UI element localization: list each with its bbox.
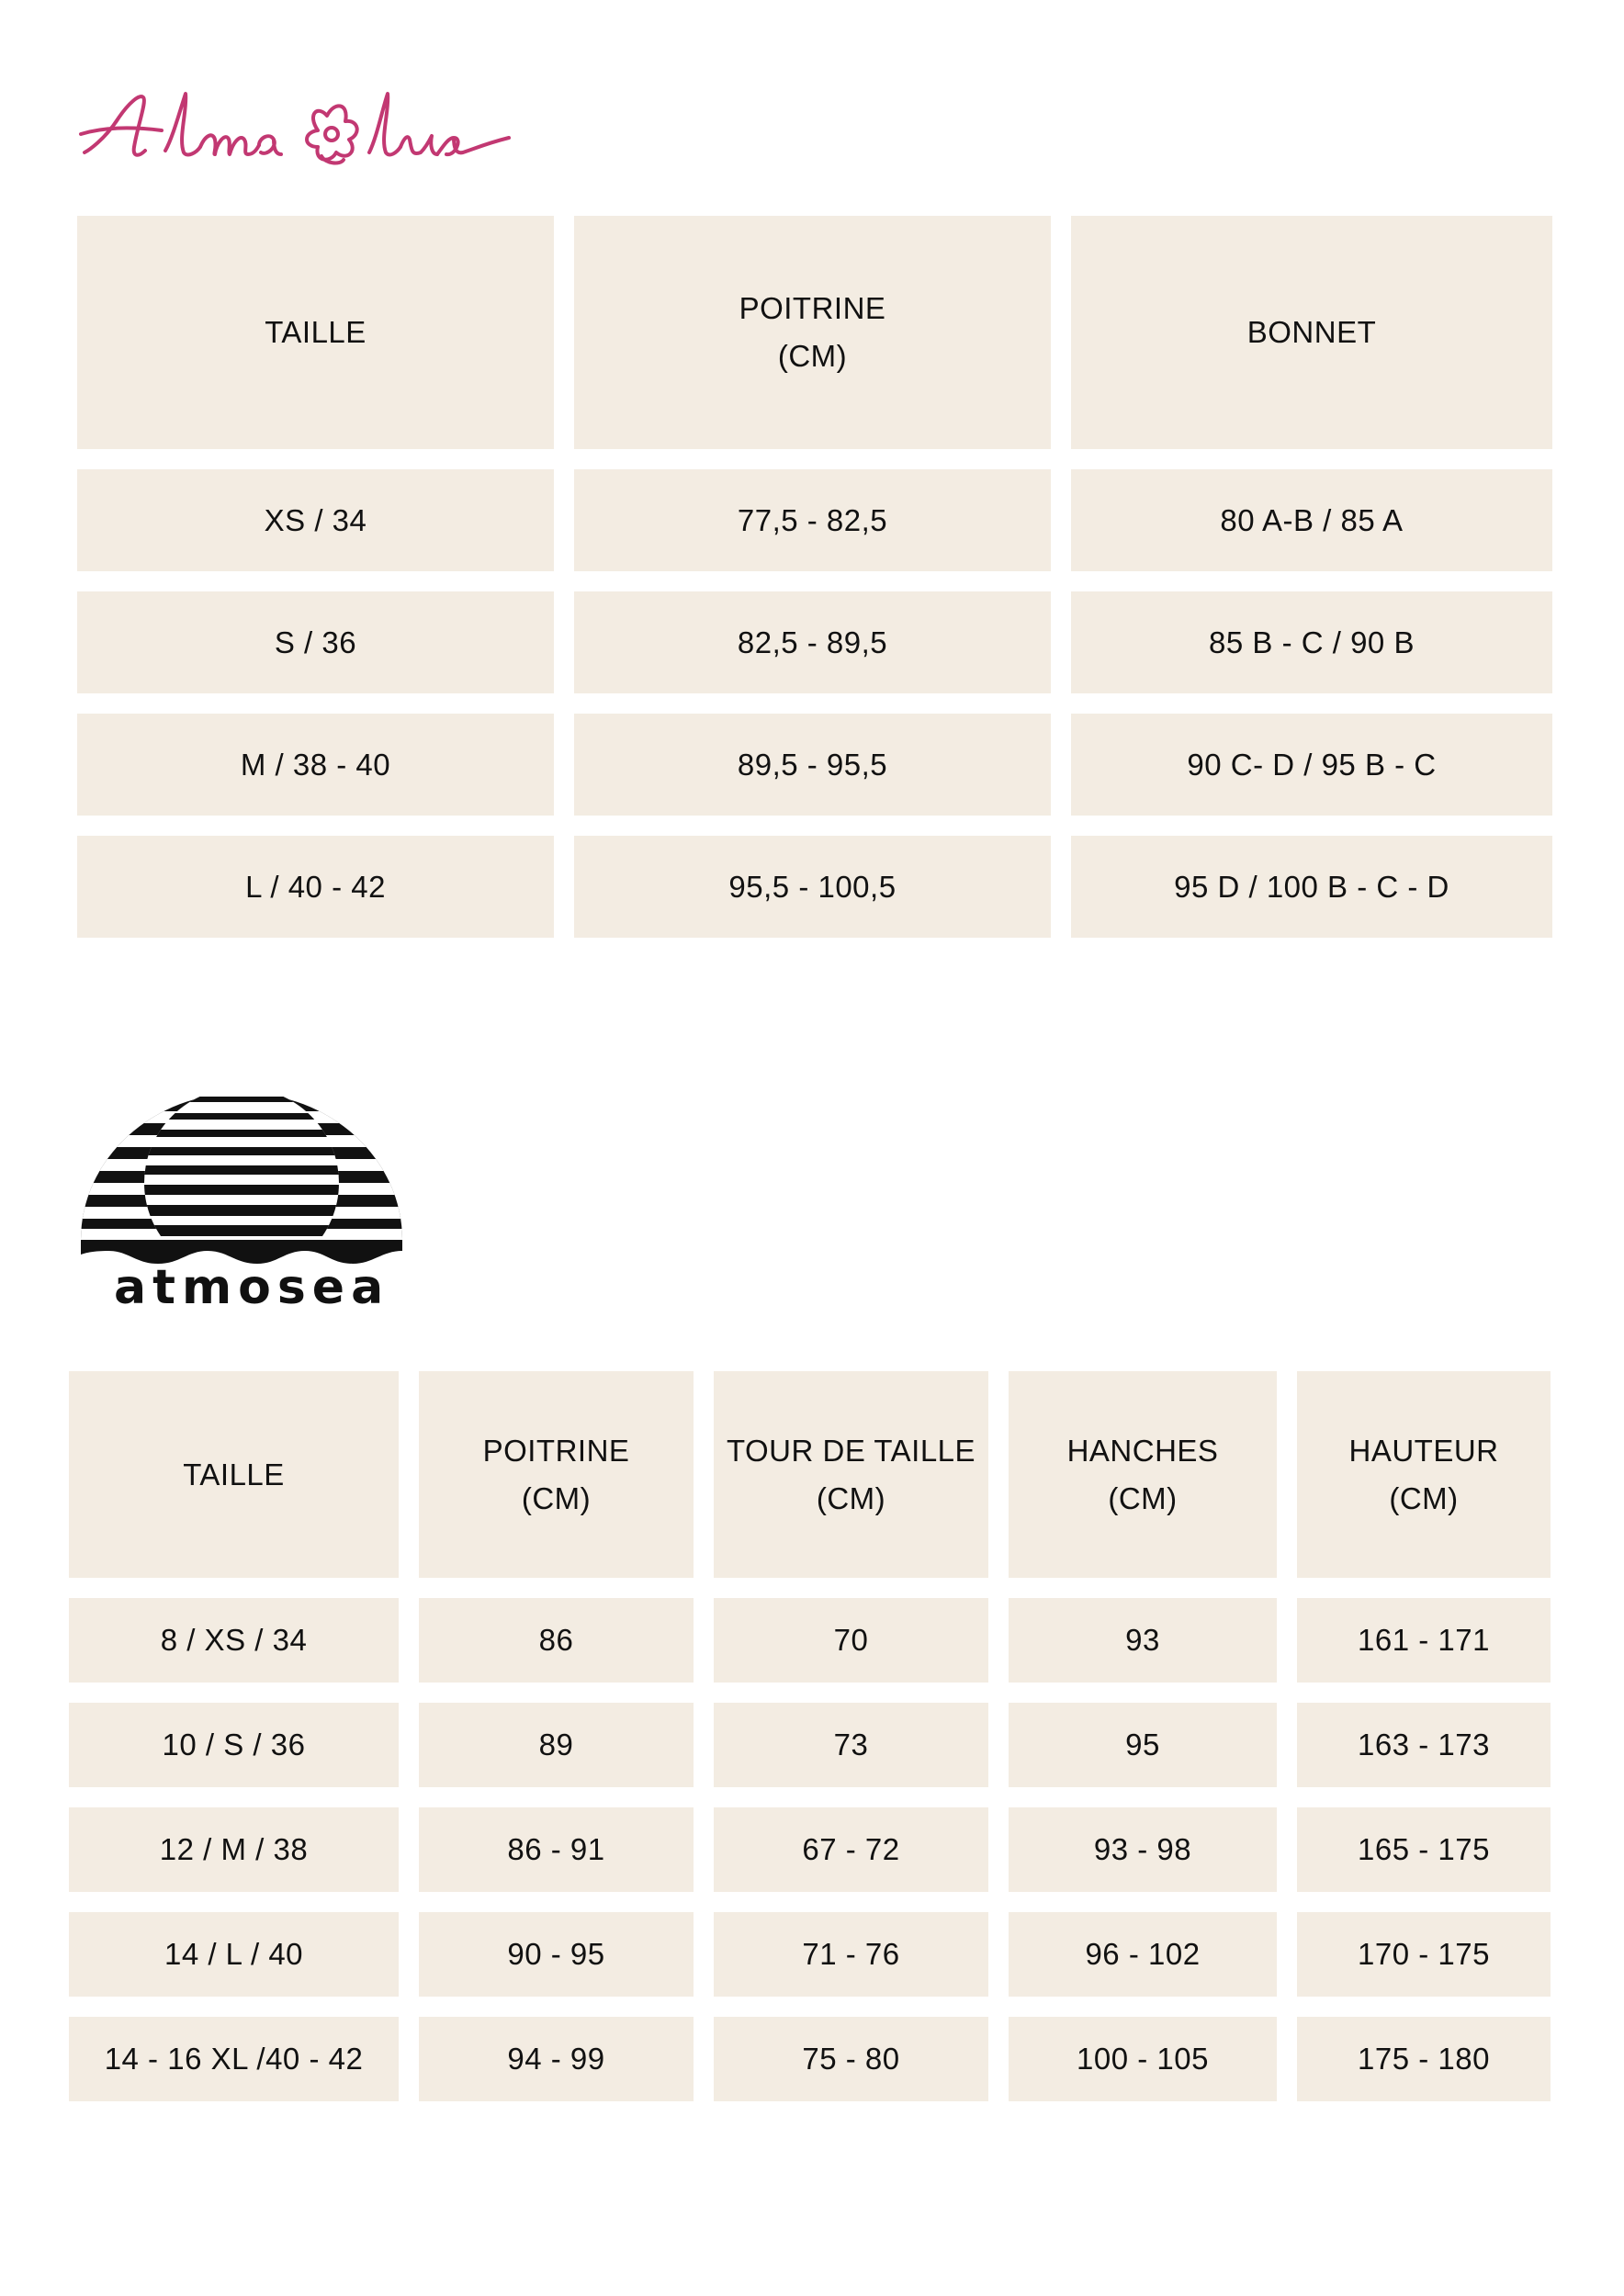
table-cell: S / 36: [77, 591, 554, 693]
table-cell: 14 / L / 40: [69, 1912, 399, 1997]
header-label: HANCHES: [1066, 1433, 1219, 1468]
header-unit: (CM): [1108, 1480, 1178, 1515]
table-cell: 90 C- D / 95 B - C: [1071, 714, 1552, 816]
header-label: TAILLE: [265, 315, 367, 349]
header-label: HAUTEUR: [1348, 1433, 1499, 1468]
table-cell: XS / 34: [77, 469, 554, 571]
table-cell: 93 - 98: [1009, 1807, 1277, 1892]
table-cell: 8 / XS / 34: [69, 1598, 399, 1683]
atmosea-size-table: [69, 1371, 1552, 2101]
table-cell: 80 A-B / 85 A: [1071, 469, 1552, 571]
atmosea-wordmark: atmosea: [114, 1260, 390, 1315]
table-cell: 10 / S / 36: [69, 1703, 399, 1787]
header-cell-taille: [69, 1371, 399, 1578]
table-cell: 93: [1009, 1598, 1277, 1683]
header-cell-hauteur: [1297, 1371, 1551, 1578]
table-cell: 94 - 99: [419, 2017, 694, 2101]
table-cell: 175 - 180: [1297, 2017, 1551, 2101]
table-cell: 86 - 91: [419, 1807, 694, 1892]
table-cell: 73: [714, 1703, 988, 1787]
table-cell: 163 - 173: [1297, 1703, 1551, 1787]
table-cell: 86: [419, 1598, 694, 1683]
header-unit: (CM): [1389, 1480, 1459, 1515]
header-unit: (CM): [816, 1480, 886, 1515]
table-cell: 90 - 95: [419, 1912, 694, 1997]
header-cell-poitrine: [574, 216, 1051, 449]
header-cell-tour-de-taille: [714, 1371, 988, 1578]
header-unit: (CM): [521, 1480, 592, 1515]
atmosea-logo: [81, 1084, 421, 1332]
header-cell-bonnet: [1071, 216, 1552, 449]
table-cell: 165 - 175: [1297, 1807, 1551, 1892]
table-cell: 170 - 175: [1297, 1912, 1551, 1997]
table-cell: 95: [1009, 1703, 1277, 1787]
table-cell: 75 - 80: [714, 2017, 988, 2101]
table-cell: 82,5 - 89,5: [574, 591, 1051, 693]
table-cell: 12 / M / 38: [69, 1807, 399, 1892]
table-cell: 89: [419, 1703, 694, 1787]
table-cell: 67 - 72: [714, 1807, 988, 1892]
header-label: TOUR DE TAILLE: [726, 1433, 976, 1468]
table-cell: 89,5 - 95,5: [574, 714, 1051, 816]
table-cell: 100 - 105: [1009, 2017, 1277, 2101]
table-cell: 77,5 - 82,5: [574, 469, 1051, 571]
table-cell: 95 D / 100 B - C - D: [1071, 836, 1552, 938]
header-label: TAILLE: [183, 1457, 285, 1491]
header-label: POITRINE: [739, 291, 886, 325]
header-unit: (CM): [777, 339, 848, 373]
alma-lua-logo: [77, 73, 518, 174]
table-cell: 95,5 - 100,5: [574, 836, 1051, 938]
header-label: POITRINE: [482, 1433, 630, 1468]
table-cell: 85 B - C / 90 B: [1071, 591, 1552, 693]
table-cell: 71 - 76: [714, 1912, 988, 1997]
header-label: BONNET: [1246, 315, 1377, 349]
header-cell-hanches: [1009, 1371, 1277, 1578]
table-cell: M / 38 - 40: [77, 714, 554, 816]
table-cell: 14 - 16 XL /40 - 42: [69, 2017, 399, 2101]
table-cell: L / 40 - 42: [77, 836, 554, 938]
table-cell: 161 - 171: [1297, 1598, 1551, 1683]
alma-lua-size-table: [77, 216, 1552, 938]
header-cell-poitrine: [419, 1371, 694, 1578]
atmosea-sun-stripes-icon: [81, 1084, 421, 1267]
table-cell: 70: [714, 1598, 988, 1683]
header-cell-taille: [77, 216, 554, 449]
table-cell: 96 - 102: [1009, 1912, 1277, 1997]
